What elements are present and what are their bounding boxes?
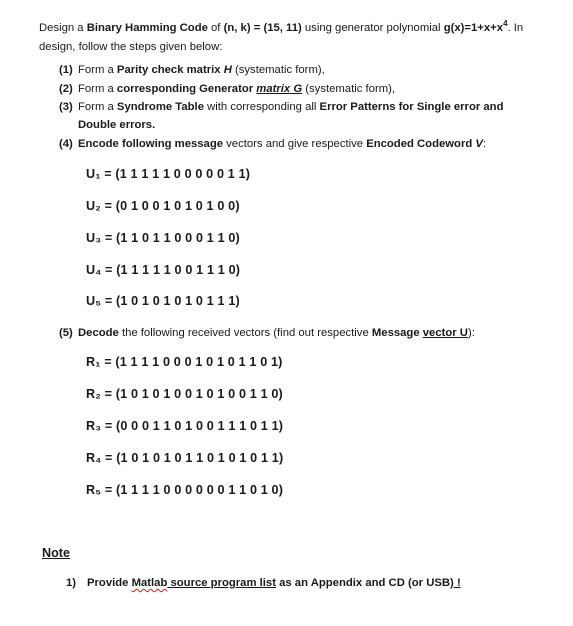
intro-text: Design a <box>39 21 87 34</box>
step-text: the following received vectors (find out respective <box>118 327 372 339</box>
received-vector: R₅ = (1 1 1 1 0 0 0 0 0 0 1 1 0 1 0) <box>86 483 284 497</box>
step-number: (2) <box>59 83 73 95</box>
step-text: Form a <box>78 101 117 113</box>
step-keyword: Parity check matrix <box>116 64 224 76</box>
received-vector: R₂ = (1 0 1 0 1 0 0 1 0 1 0 0 1 1 0) <box>86 387 283 401</box>
note-text: ) <box>450 577 454 589</box>
step-number: (3) <box>59 101 73 113</box>
step-text: Form a <box>78 83 117 95</box>
step-number: (4) <box>59 138 73 150</box>
step-3-continued: Double errors. <box>78 119 156 131</box>
matrix-symbol: matrix G <box>256 83 303 95</box>
step-3 <box>59 101 549 113</box>
intro-text: . In design, follow the steps given below: <box>39 21 524 53</box>
intro-paragraph <box>39 14 551 57</box>
step-text: with corresponding all <box>203 101 320 113</box>
step-keyword: corresponding Generator <box>116 83 257 95</box>
step-text: form), <box>292 64 325 76</box>
matrix-symbol: H <box>223 64 232 76</box>
received-vector: R₄ = (1 0 1 0 1 0 1 1 0 1 0 1 0 1 1) <box>86 451 284 465</box>
intro-code-name: Binary Hamming Code <box>86 21 208 34</box>
vector-symbol: vector U <box>422 327 468 339</box>
note-software-name: Matlab <box>131 577 168 589</box>
step-keyword: Syndrome Table <box>116 101 204 113</box>
message-vector: U₂ = (0 1 0 0 1 0 1 0 1 0 0) <box>86 199 240 213</box>
codeword-symbol: V <box>475 138 483 150</box>
note-item <box>66 577 461 589</box>
intro-text: of <box>207 21 224 34</box>
step-keyword: Message <box>371 327 423 339</box>
step-keyword: Error Patterns for Single error and <box>319 101 504 113</box>
step-number: (1) <box>59 64 73 76</box>
note-text: Provide <box>87 577 132 589</box>
received-vector: R₃ = (0 0 0 1 1 0 1 0 0 1 1 1 0 1 1) <box>86 419 284 433</box>
note-number: 1) <box>66 577 77 589</box>
intro-params: (n, k) = (15, 11) <box>223 21 302 34</box>
message-vector: U₄ = (1 1 1 1 1 0 0 1 1 1 0) <box>86 263 241 277</box>
note-heading: Note <box>42 546 70 560</box>
step-text: (systematic <box>231 64 293 76</box>
step-1 <box>59 64 325 76</box>
step-text: Form a <box>78 64 117 76</box>
note-text: as an Appendix and CD (or USB <box>275 577 451 589</box>
message-vector: U₅ = (1 0 1 0 1 0 1 0 1 1 1) <box>86 294 240 308</box>
message-vector: U₃ = (1 1 0 1 1 0 0 0 1 1 0) <box>86 231 240 245</box>
step-text: ): <box>467 327 475 339</box>
step-2 <box>59 83 395 95</box>
step-text: vectors and give respective <box>223 138 367 150</box>
step-text: (systematic <box>302 83 363 95</box>
received-vector: R₁ = (1 1 1 1 0 0 0 1 0 1 0 1 1 0 1) <box>86 355 283 369</box>
step-text: form), <box>362 83 396 95</box>
step-keyword: Encoded Codeword <box>366 138 476 150</box>
step-text: : <box>482 138 487 150</box>
generator-polynomial: g(x)=1+x+x <box>443 21 504 34</box>
step-number: (5) <box>59 327 73 339</box>
step-5 <box>59 327 475 339</box>
step-keyword: Decode <box>78 327 119 339</box>
step-4 <box>59 138 486 150</box>
step-keyword: Encode following message <box>78 138 224 150</box>
message-vector: U₁ = (1 1 1 1 1 0 0 0 0 0 1 1) <box>86 167 251 181</box>
intro-text: using generator polynomial <box>301 21 444 34</box>
polynomial-exponent: 4 <box>503 19 508 28</box>
note-text: ! <box>453 577 461 589</box>
note-text: source program list <box>167 577 276 589</box>
